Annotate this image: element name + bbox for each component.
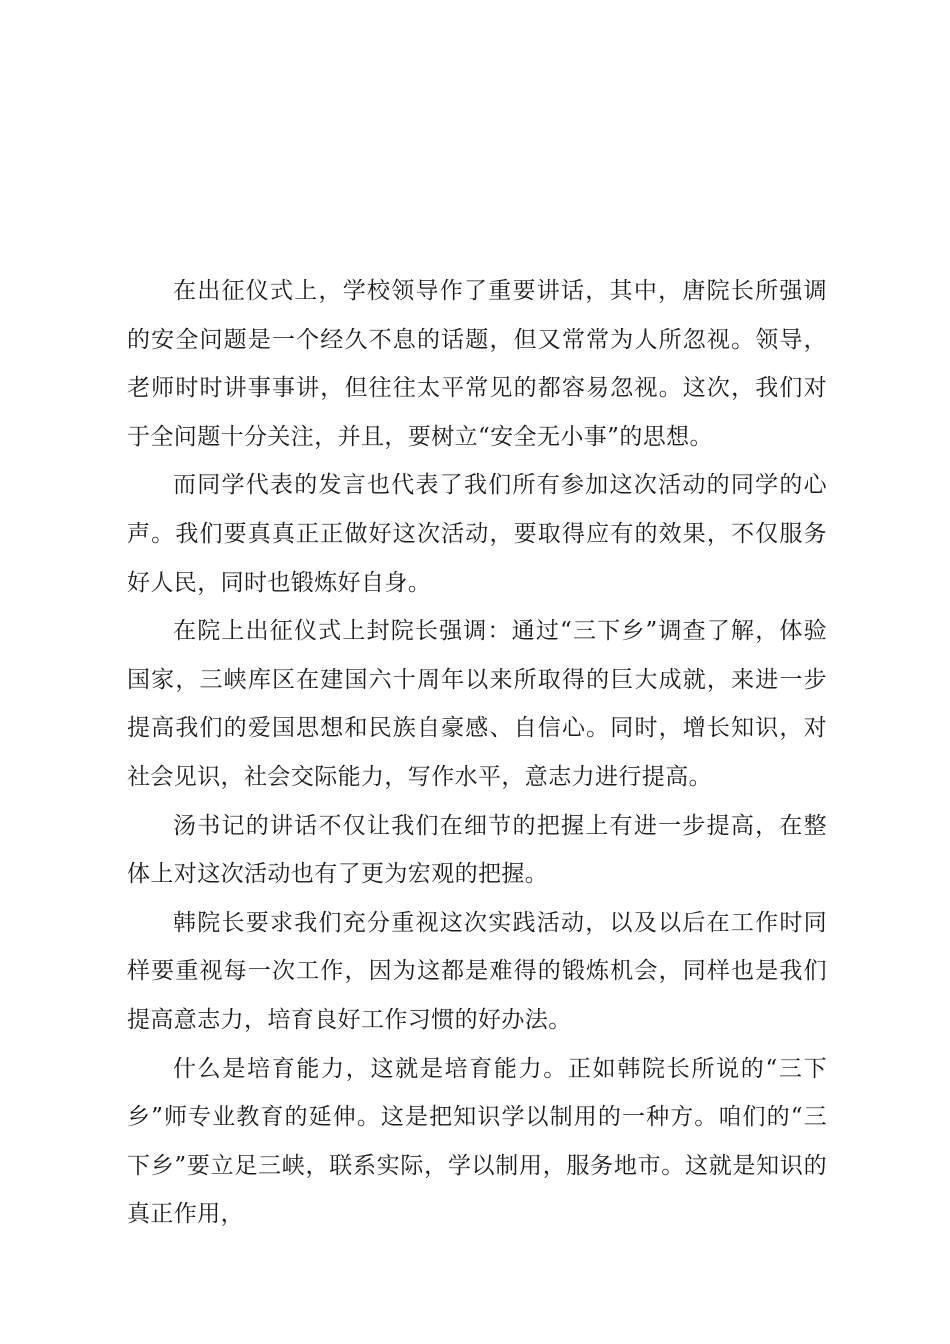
paragraph-6: 什么是培育能力，这就是培育能力。正如韩院长所说的“三下乡”师专业教育的延伸。这是把知识学以制用的一种方。咱们的“三下乡”要立足三峡，联系实际，学以制用，服务地市。这就是知识的真正作用，	[127, 1055, 827, 1228]
paragraph-1: 在出征仪式上，学校领导作了重要讲话，其中，唐院长所强调的安全问题是一个经久不息的话题，但又常常为人所忽视。领导，老师时时讲事事讲，但往往太平常见的都容易忽视。这次，我们对于全问题十分关注，并且，要树立“安全无小事”的思想。	[127, 278, 827, 450]
document-body	[127, 267, 827, 1239]
paragraph-2: 而同学代表的发言也代表了我们所有参加这次活动的同学的心声。我们要真真正正做好这次活动，要取得应有的效果，不仅服务好人民，同时也锻炼好自身。	[127, 472, 827, 596]
paragraph-3: 在院上出征仪式上封院长强调：通过“三下乡”调查了解，体验国家，三峡库区在建国六十周年以来所取得的巨大成就，来进一步提高我们的爱国思想和民族自豪感、自信心。同时，增长知识，对社会见识，社会交际能力，写作水平，意志力进行提高。	[127, 618, 827, 790]
paragraph-5: 韩院长要求我们充分重视这次实践活动，以及以后在工作时同样要重视每一次工作，因为这都是难得的锻炼机会，同样也是我们提高意志力，培育良好工作习惯的好办法。	[127, 909, 827, 1033]
paragraph-4: 汤书记的讲话不仅让我们在细节的把握上有进一步提高，在整体上对这次活动也有了更为宏观的把握。	[127, 812, 827, 888]
